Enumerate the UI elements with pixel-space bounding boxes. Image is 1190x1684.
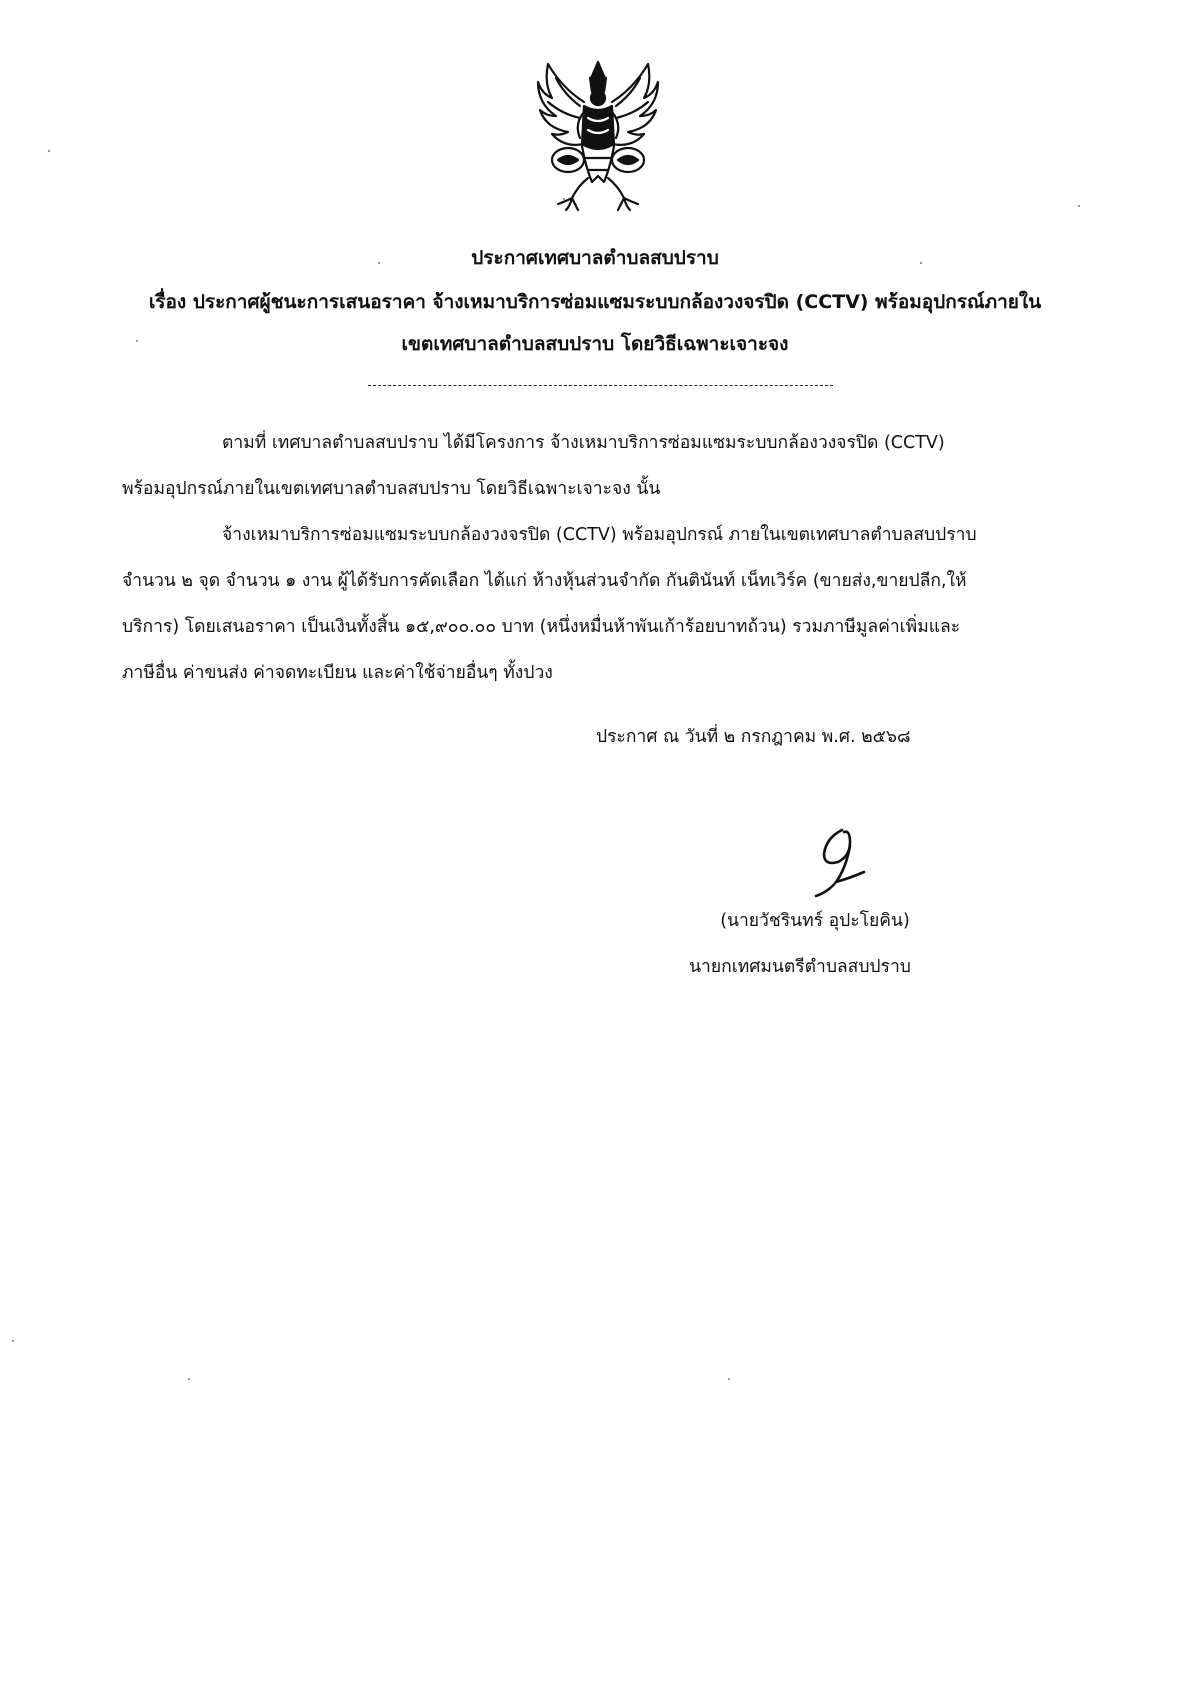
scan-speck	[728, 1378, 730, 1380]
scan-speck	[1078, 205, 1080, 207]
paragraph-2-line-3: บริการ) โดยเสนอราคา เป็นเงินทั้งสิ้น ๑๕,๙๐๐.๐๐ บาท (หนึ่งหมื่นห้าพันเก้าร้อยบาทถ้วน) รวมภาษีมูลค่าเพิ่มและ	[122, 617, 961, 637]
announcement-body	[122, 420, 1072, 696]
scan-speck	[136, 340, 138, 342]
announcement-date: ประกาศ ณ วันที่ ๒ กรกฎาคม พ.ศ. ๒๕๖๘	[596, 727, 911, 747]
signatory-name: (นายวัชรินทร์ อุปะโยคิน)	[720, 911, 910, 931]
announcement-subject-line-1: เรื่อง ประกาศผู้ชนะการเสนอราคา จ้างเหมาบริการซ่อมแซมระบบกล้องวงจรปิด (CCTV) พร้อมอุปกรณ์ภายใน	[148, 291, 1042, 313]
signatory-position: นายกเทศมนตรีตำบลสบปราบ	[689, 957, 911, 977]
paragraph-2-line-4: ภาษีอื่น ค่าขนส่ง ค่าจดทะเบียน และค่าใช้จ่ายอื่นๆ ทั้งปวง	[122, 663, 553, 683]
handwritten-signature-icon	[806, 822, 876, 902]
scan-speck	[188, 1378, 190, 1380]
announcement-header	[110, 244, 1080, 358]
scan-speck	[920, 262, 922, 264]
paragraph-1-line-1: ตามที่ เทศบาลตำบลสบปราบ ได้มีโครงการ จ้างเหมาบริการซ่อมแซมระบบกล้องวงจรปิด (CCTV)	[222, 433, 945, 453]
scan-speck	[378, 262, 380, 264]
header-divider	[368, 385, 833, 386]
paragraph-2-line-1: จ้างเหมาบริการซ่อมแซมระบบกล้องวงจรปิด (CCTV) พร้อมอุปกรณ์ ภายในเขตเทศบาลตำบลสบปราบ	[222, 525, 977, 545]
scan-speck	[48, 150, 50, 152]
scan-speck	[12, 1340, 14, 1342]
announcement-subject-line-2: เขตเทศบาลตำบลสบปราบ โดยวิธีเฉพาะเจาะจง	[401, 333, 789, 355]
paragraph-1-line-2: พร้อมอุปกรณ์ภายในเขตเทศบาลตำบลสบปราบ โดยวิธีเฉพาะเจาะจง นั้น	[122, 479, 661, 499]
garuda-emblem-icon	[534, 58, 662, 212]
announcement-title: ประกาศเทศบาลตำบลสบปราบ	[471, 247, 719, 269]
scan-speck	[563, 198, 565, 200]
paragraph-2-line-2: จำนวน ๒ จุด จำนวน ๑ งาน ผู้ได้รับการคัดเลือก ได้แก่ ห้างหุ้นส่วนจำกัด กันตินันท์ เน็ทเวิร์ค (ขายส่ง,ขายปลีก,ให้	[122, 571, 967, 591]
